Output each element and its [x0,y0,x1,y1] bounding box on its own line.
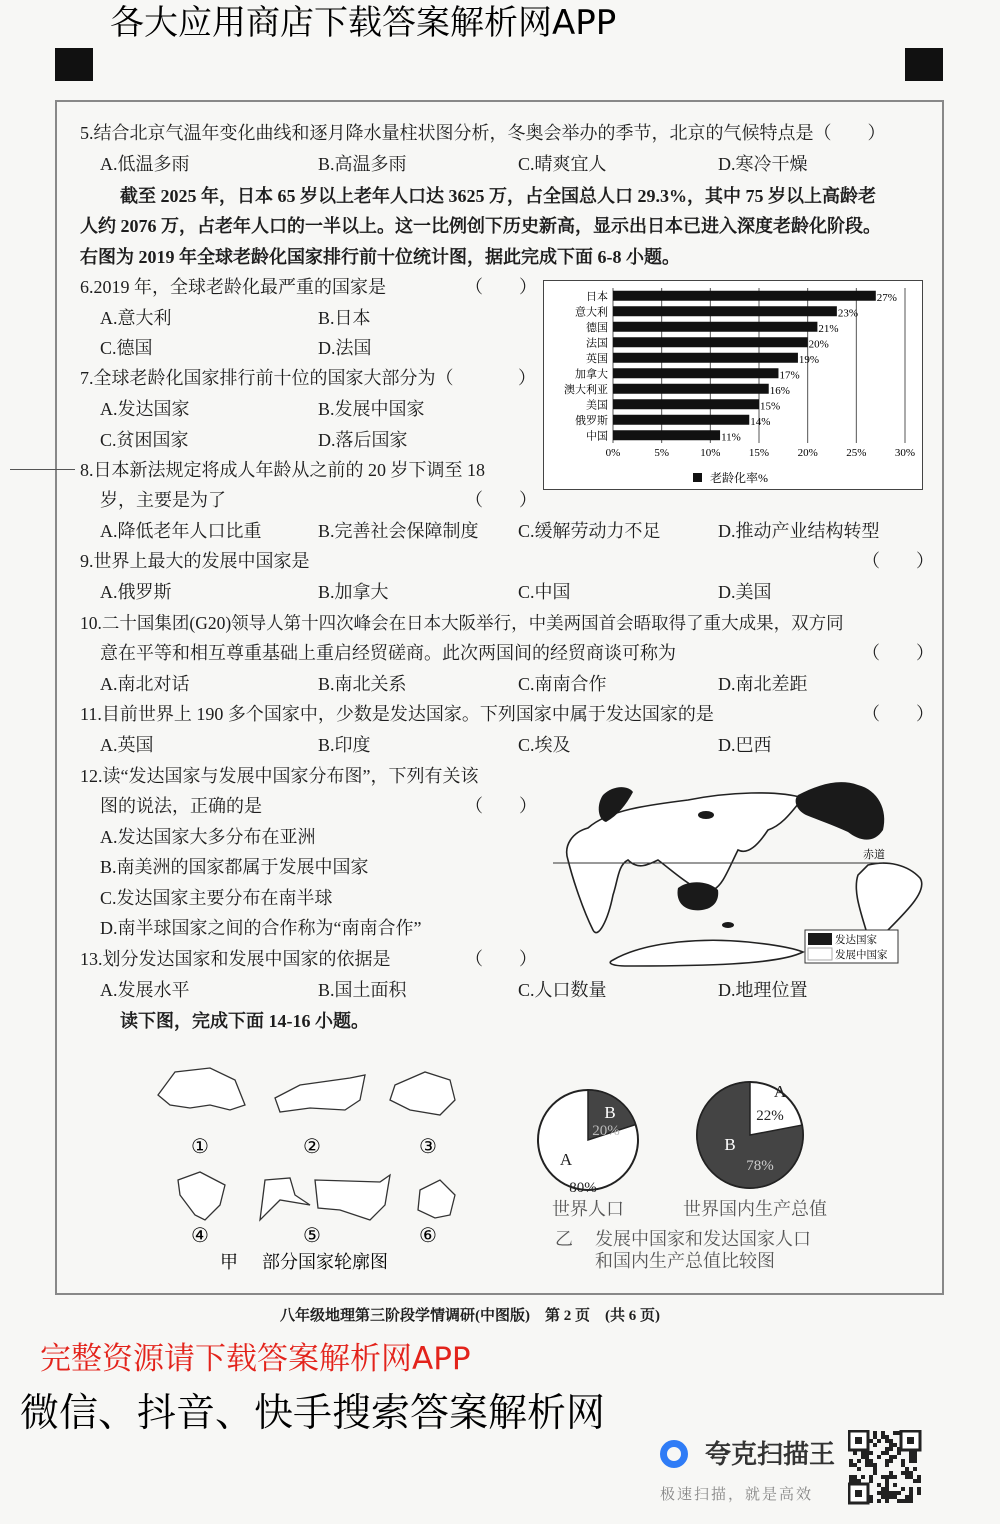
bar [613,337,808,347]
q6-option-a: A.意大利 [100,308,172,328]
qr-module [889,1443,893,1447]
qr-module [909,1459,913,1463]
qr-finder-core [907,1437,914,1444]
qr-module [885,1451,889,1455]
q9-option-c: C.中国 [518,582,571,602]
qr-module [877,1483,881,1487]
qr-module [909,1455,913,1459]
qr-module [885,1491,889,1495]
corner-mark-right [905,48,943,81]
qr-module [869,1439,873,1443]
q11-paren: （ ） [862,704,934,724]
qr-module [865,1455,869,1459]
pie-slice-label: B [604,1103,616,1122]
qr-module [909,1451,913,1455]
bar [613,306,837,316]
australia-developed [678,882,719,910]
qr-module [881,1431,885,1435]
quark-logo-icon [660,1440,688,1468]
qr-module [917,1487,921,1491]
qr-module [885,1439,889,1443]
outline-number: ① [191,1136,209,1158]
qr-module [861,1455,865,1459]
value-label: 15% [760,400,781,413]
q6-stem: 6.2019 年，全球老龄化最严重的国家是 [80,277,386,297]
q12-option-d: D.南半球国家之间的合作称为“南南合作” [100,918,422,938]
qr-module [873,1467,877,1471]
antarctica [610,940,803,966]
pie-slice-label: B [724,1135,736,1154]
qr-module [889,1491,893,1495]
qr-module [885,1447,889,1451]
qr-module [889,1455,893,1459]
qr-module [893,1475,897,1479]
qr-module [873,1431,877,1435]
intro-line: 截至 2025 年，日本 65 岁以上老年人口达 3625 万，占全国总人口 29.3%，其中 75 岁以上高龄老 [120,186,876,206]
qr-module [849,1475,853,1479]
q8-option-b: B.完善社会保障制度 [318,521,479,541]
q9-option-d: D.美国 [718,582,772,602]
qr-module [869,1451,873,1455]
qr-module [901,1499,905,1503]
outlines-caption: 部分国家轮廓图 [262,1252,388,1272]
q10-option-c: C.南南合作 [518,674,607,694]
x-tick-label: 5% [654,447,670,459]
qr-module [869,1495,873,1499]
outline-number: ③ [419,1136,437,1158]
pie-caption: 发展中国家和发达国家人口 [595,1229,811,1249]
qr-module [885,1499,889,1503]
qr-module [905,1499,909,1503]
q10-option-d: D.南北差距 [718,674,808,694]
legend-developed-label: 发达国家 [835,935,877,946]
qr-module [881,1495,885,1499]
qr-finder-core [855,1490,862,1497]
q7-option-d: D.落后国家 [318,430,408,450]
pie-caption-tag: 乙 [555,1229,573,1249]
qr-module [909,1487,913,1491]
qr-module [893,1483,897,1487]
qr-module [917,1479,921,1483]
aging-bar-chart [543,280,923,490]
q7-option-b: B.发展中国家 [318,399,425,419]
qr-module [913,1451,917,1455]
page-footer: 八年级地理第三阶段学情调研(中图版) 第 2 页 (共 6 页) [280,1308,660,1324]
qr-module [873,1435,877,1439]
scan-line [10,469,75,470]
q12-paren: （ ） [465,796,537,816]
qr-module [869,1463,873,1467]
russia-outline [275,1075,365,1112]
qr-module [885,1459,889,1463]
outline-number: ④ [191,1225,209,1247]
qr-module [853,1451,857,1455]
pie-slice-label: A [773,1082,787,1101]
q10-paren: （ ） [862,643,934,663]
watermark-center: 完整资源请下载答案解析网APP [40,1341,471,1377]
qr-code [848,1430,922,1505]
watermark-top-left: 各大应用商店下载答案解析网APP [110,3,617,43]
scanner-slogan: 极速扫描，就是高效 [660,1485,814,1503]
alaska-outline [260,1178,310,1220]
qr-module [913,1455,917,1459]
qr-module [853,1475,857,1479]
qr-module [909,1495,913,1499]
watermark-bottom-right: 微信、抖音、快手搜索答案解析网 [20,1391,606,1436]
q13-option-a: A.发展水平 [100,980,190,1000]
q6-option-c: C.德国 [100,338,153,358]
qr-module [857,1459,861,1463]
bar [613,430,720,440]
q8-option-a: A.降低老年人口比重 [100,521,262,541]
qr-module [889,1475,893,1479]
x-tick-label: 15% [748,447,770,459]
qr-module [861,1475,865,1479]
x-tick-label: 10% [700,447,721,459]
pie-caption: 和国内生产总值比较图 [595,1251,775,1271]
value-label: 20% [808,338,829,351]
category-label: 澳大利亚 [564,383,608,396]
q8-paren: （ ） [465,490,537,510]
qr-module [877,1455,881,1459]
qr-module [873,1463,877,1467]
qr-module [913,1479,917,1483]
q5-option-a: A.低温多雨 [100,154,190,174]
legend-developing-swatch [808,948,832,960]
value-label: 14% [750,415,771,428]
qr-module [861,1451,865,1455]
q6-option-d: D.法国 [318,338,372,358]
outline-number: ⑥ [419,1225,437,1247]
qr-module [885,1487,889,1491]
qr-module [885,1435,889,1439]
q12-stem: 12.读“发达国家与发展中国家分布图”，下列有关该 [80,766,479,786]
bar [613,415,749,425]
canada-outline [158,1068,245,1110]
qr-module [869,1475,873,1479]
usa-outline [315,1175,390,1220]
value-label: 11% [721,431,741,444]
qr-module [857,1479,861,1483]
q10-option-a: A.南北对话 [100,674,190,694]
bar [613,368,778,378]
bar [613,399,759,409]
q6-paren: （ ） [465,277,537,297]
qr-module [857,1467,861,1471]
pie-percent-label: 20% [592,1123,620,1139]
equator-label: 赤道 [863,849,885,861]
qr-module [869,1499,873,1503]
qr-module [901,1459,905,1463]
qr-module [869,1479,873,1483]
pie-comparison-figure [520,1075,860,1285]
q11-option-b: B.印度 [318,735,371,755]
intro-line: 人约 2076 万，占老年人口的一半以上。这一比例创下历史新高，显示出日本已进入深度老龄化阶段。 [80,216,881,236]
q8-stem: 岁，主要是为了 [100,490,226,510]
qr-module [881,1475,885,1479]
q11-stem: 11.目前世界上 190 多个国家中，少数是发达国家。下列国家中属于发达国家的是 [80,704,714,724]
q7-paren: ） [518,368,536,388]
qr-module [873,1443,877,1447]
qr-module [881,1491,885,1495]
qr-module [913,1467,917,1471]
category-label: 英国 [586,352,608,365]
brazil-outline [178,1172,225,1220]
qr-module [849,1463,853,1467]
pie-percent-label: 80% [569,1180,597,1196]
outline-number: ⑤ [303,1225,321,1247]
q10-stem: 10.二十国集团(G20)领导人第十四次峰会在日本大阪举行，中美两国首会晤取得了重大成果，双方同 [80,613,844,633]
outlines-caption-tag: 甲 [220,1252,238,1272]
q7-option-c: C.贫困国家 [100,430,189,450]
category-label: 加拿大 [575,368,608,381]
qr-module [849,1479,853,1483]
q8-stem: 8.日本新法规定将成人年龄从之前的 20 岁下调至 18 [80,460,485,480]
qr-module [901,1487,905,1491]
q7-stem: 7.全球老龄化国家排行前十位的国家大部分为（ [80,368,454,388]
category-label: 美国 [586,399,608,412]
pie-percent-label: 22% [756,1108,784,1124]
qr-module [893,1431,897,1435]
x-tick-label: 25% [846,447,867,459]
qr-module [865,1463,869,1467]
qr-module [853,1463,857,1467]
q5-option-d: D.寒冷干燥 [718,154,808,174]
world-distribution-map [548,770,938,970]
legend-label: 老龄化率% [710,471,768,485]
scanner-name: 夸克扫描王 [705,1440,836,1470]
qr-module [873,1471,877,1475]
value-label: 23% [837,307,859,320]
q13-option-c: C.人口数量 [518,980,607,1000]
qr-module [881,1451,885,1455]
qr-module [877,1439,881,1443]
qr-finder-core [855,1437,862,1444]
country-outlines-figure [150,1060,490,1280]
x-tick-label: 0% [605,447,621,459]
value-label: 17% [779,369,800,382]
qr-module [905,1467,909,1471]
q13-option-d: D.地理位置 [718,980,808,1000]
australia-outline [418,1180,455,1218]
north-america-developed [796,782,885,839]
q8-option-c: C.缓解劳动力不足 [518,521,661,541]
value-label: 27% [876,291,897,304]
corner-mark-left [55,48,93,81]
q12-stem: 图的说法，正确的是 [100,796,262,816]
qr-module [897,1491,901,1495]
q13-option-b: B.国土面积 [318,980,407,1000]
qr-module [917,1491,921,1495]
q12-option-b: B.南美洲的国家都属于发展中国家 [100,857,369,877]
qr-module [917,1475,921,1479]
q10-option-b: B.南北关系 [318,674,407,694]
qr-module [897,1499,901,1503]
q11-option-d: D.巴西 [718,735,772,755]
x-tick-label: 30% [894,447,916,459]
category-label: 法国 [586,337,608,350]
qr-module [889,1439,893,1443]
bar [613,291,876,301]
qr-module [881,1487,885,1491]
qr-module [909,1491,913,1495]
category-label: 日本 [586,290,608,303]
qr-module [893,1455,897,1459]
q9-option-b: B.加拿大 [318,582,389,602]
bar [613,384,769,394]
qr-module [865,1459,869,1463]
qr-module [881,1435,885,1439]
q7-option-a: A.发达国家 [100,399,190,419]
pie-percent-label: 78% [746,1158,774,1174]
qr-module [893,1495,897,1499]
legend-swatch [693,473,702,482]
q5-option-b: B.高温多雨 [318,154,407,174]
qr-module [877,1491,881,1495]
qr-module [889,1447,893,1451]
qr-module [905,1471,909,1475]
pie-slice-label: A [559,1150,573,1169]
qr-module [885,1495,889,1499]
q13-stem: 13.划分发达国家和发展中国家的依据是 [80,949,391,969]
qr-module [901,1471,905,1475]
outline-number: ② [303,1136,321,1158]
qr-module [901,1463,905,1467]
qr-module [889,1459,893,1463]
q13-paren: （ ） [465,949,537,969]
qr-module [913,1459,917,1463]
qr-module [905,1495,909,1499]
value-label: 21% [818,322,839,335]
qr-module [865,1451,869,1455]
qr-module [885,1463,889,1467]
bar [613,322,817,332]
q5-option-c: C.晴爽宜人 [518,154,607,174]
q12-option-a: A.发达国家大多分布在亚洲 [100,827,316,847]
qr-module [853,1479,857,1483]
qr-module [909,1471,913,1475]
x-tick-label: 20% [797,447,818,459]
legend-developing-label: 发展中国家 [835,950,888,961]
new-zealand [722,922,734,928]
category-label: 俄罗斯 [575,414,608,427]
q8-option-d: D.推动产业结构转型 [718,521,880,541]
qr-module [905,1475,909,1479]
qr-module [885,1475,889,1479]
qr-module [889,1495,893,1499]
qr-module [893,1491,897,1495]
pie-title: 世界国内生产总值 [683,1199,827,1219]
q12-option-c: C.发达国家主要分布在南半球 [100,888,333,908]
japan [698,811,714,819]
qr-module [849,1459,853,1463]
category-label: 意大利 [575,306,608,319]
value-label: 16% [769,384,790,397]
q11-option-c: C.埃及 [518,735,571,755]
intro-line: 右图为 2019 年全球老龄化国家排行前十位统计图，据此完成下面 6-8 小题。 [80,247,680,267]
qr-module [869,1459,873,1463]
qr-module [877,1499,881,1503]
q9-paren: （ ） [862,551,934,571]
qr-module [885,1483,889,1487]
qr-module [909,1499,913,1503]
q10-stem: 意在平等和相互尊重基础上重启经贸磋商。此次两国间的经贸商谈可称为 [100,643,676,663]
q11-option-a: A.英国 [100,735,154,755]
china-outline [390,1072,455,1115]
q9-option-a: A.俄罗斯 [100,582,172,602]
bar [613,353,798,363]
pie-title: 世界人口 [552,1199,624,1219]
q9-stem: 9.世界上最大的发展中国家是 [80,551,310,571]
qr-module [909,1475,913,1479]
qr-module [893,1443,897,1447]
qr-module [897,1451,901,1455]
category-label: 德国 [586,321,608,334]
q5-stem: 5.结合北京气温年变化曲线和逐月降水量柱状图分析，冬奥会举办的季节，北京的气候特点是（ ） [80,123,886,143]
qr-module [885,1479,889,1483]
read-prompt: 读下图，完成下面 14-16 小题。 [120,1011,369,1031]
qr-module [889,1471,893,1475]
value-label: 19% [798,353,820,366]
q6-option-b: B.日本 [318,308,371,328]
category-label: 中国 [586,430,608,443]
legend-developed-swatch [808,933,832,945]
